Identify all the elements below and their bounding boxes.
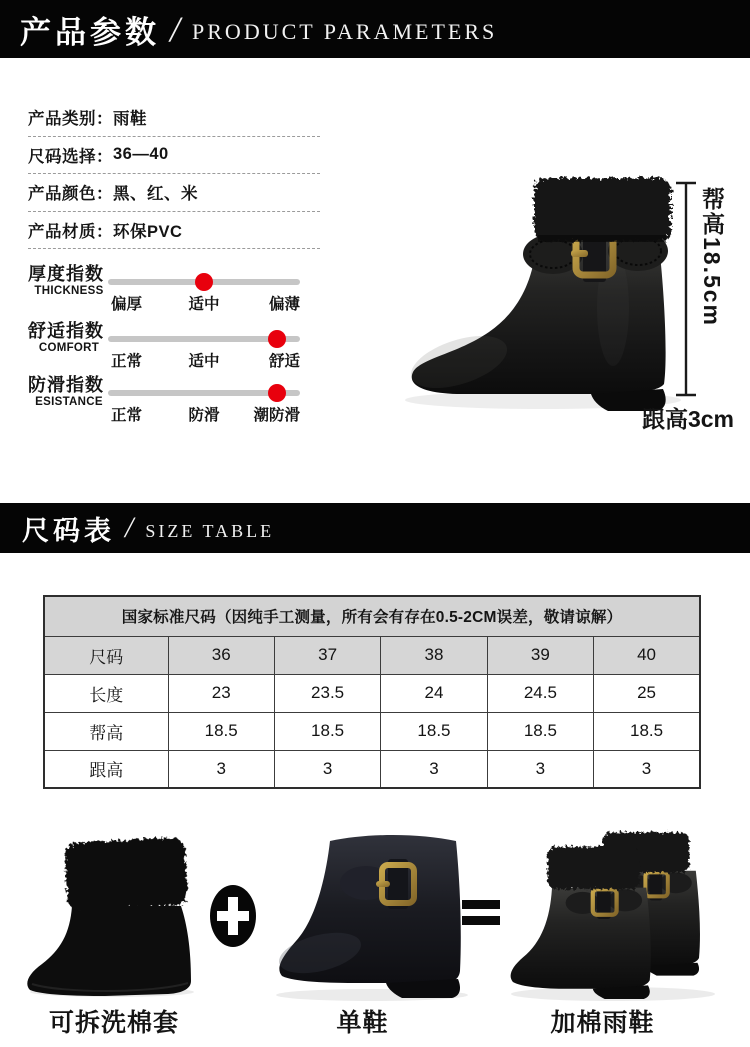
param-label: 产品颜色： <box>28 185 113 204</box>
param-value: 36—40 <box>113 145 169 164</box>
padded-boots-image <box>503 824 717 1002</box>
tick-label: 潮防滑 <box>253 407 300 424</box>
tick-label: 偏厚 <box>111 296 143 313</box>
slider-dot <box>195 273 213 291</box>
cell: 24 <box>381 674 487 712</box>
slash-divider: / <box>170 9 181 49</box>
cell: 18.5 <box>594 712 700 750</box>
slider-dot <box>268 330 286 348</box>
cell: 37 <box>274 636 380 674</box>
index-label: 厚度指数 <box>28 264 104 284</box>
slider-dot <box>268 384 286 402</box>
tick-label: 偏薄 <box>268 296 300 313</box>
single-boot-image <box>268 831 480 1003</box>
param-value: 雨鞋 <box>113 110 147 129</box>
antislip-slider <box>108 375 300 433</box>
index-sublabel: ESISTANCE <box>35 396 103 408</box>
cell: 3 <box>274 750 380 788</box>
section-title-en: PRODUCT PARAMETERS <box>192 19 498 44</box>
cell: 36 <box>168 636 274 674</box>
plus-icon <box>209 884 257 948</box>
size-table <box>43 595 701 789</box>
parameters-list <box>28 99 320 249</box>
cell: 3 <box>381 750 487 788</box>
slider-ticks <box>108 403 300 423</box>
index-label: 舒适指数 <box>28 321 104 341</box>
cell: 3 <box>594 750 700 788</box>
table-title-row <box>44 596 700 636</box>
tick-label: 舒适 <box>268 353 300 370</box>
slash-divider: / <box>125 511 134 544</box>
table-row-length <box>44 674 700 712</box>
liner-image <box>20 836 205 998</box>
tick-label: 正常 <box>111 407 143 424</box>
cell: 3 <box>168 750 274 788</box>
liner-label: 可拆洗棉套 <box>48 1009 179 1037</box>
table-row-size <box>44 636 700 674</box>
param-label: 产品材质： <box>28 222 113 241</box>
param-label: 产品类别： <box>28 110 113 129</box>
param-row-material <box>28 212 320 250</box>
cell: 18.5 <box>381 712 487 750</box>
section-title-zh: 尺码表 <box>22 515 115 546</box>
slider-ticks <box>108 292 300 312</box>
index-label: 防滑指数 <box>28 375 104 395</box>
cell: 38 <box>381 636 487 674</box>
index-sublabel: THICKNESS <box>34 285 104 297</box>
cell: 40 <box>594 636 700 674</box>
padded-boots-label: 加棉雨鞋 <box>550 1009 655 1037</box>
section-title-zh: 产品参数 <box>20 14 160 50</box>
table-title: 国家标准尺码（因纯手工测量，所有会有存在0.5-2CM误差，敬请谅解） <box>44 596 700 636</box>
table-row-shaft-height <box>44 712 700 750</box>
section-title-en: SIZE TABLE <box>145 520 275 541</box>
heel-height-label: 跟高3cm <box>641 406 735 432</box>
slider-ticks <box>108 349 300 369</box>
thickness-slider <box>108 264 300 322</box>
equals-icon <box>462 900 500 926</box>
cell: 24.5 <box>487 674 593 712</box>
index-row-comfort <box>28 321 330 379</box>
index-row-antislip <box>28 375 330 433</box>
cell: 18.5 <box>274 712 380 750</box>
param-row-category <box>28 99 320 137</box>
param-value: 黑、红、米 <box>113 185 198 204</box>
param-row-color <box>28 174 320 212</box>
param-row-size <box>28 137 320 175</box>
row-header: 帮高 <box>44 712 168 750</box>
single-boot-label: 单鞋 <box>336 1009 389 1037</box>
index-sublabel: COMFORT <box>38 342 100 354</box>
tick-label: 防滑 <box>188 407 220 424</box>
cell: 23 <box>168 674 274 712</box>
row-header: 长度 <box>44 674 168 712</box>
cell: 25 <box>594 674 700 712</box>
row-header: 跟高 <box>44 750 168 788</box>
tick-label: 适中 <box>188 296 220 313</box>
section-header-parameters <box>0 0 750 58</box>
row-header: 尺码 <box>44 636 168 674</box>
cell: 18.5 <box>487 712 593 750</box>
tick-label: 正常 <box>111 353 143 370</box>
index-row-thickness <box>28 264 330 322</box>
section-header-size-table <box>0 503 750 553</box>
cell: 18.5 <box>168 712 274 750</box>
cell: 39 <box>487 636 593 674</box>
shaft-height-label: 帮高18.5cm <box>699 187 725 328</box>
tick-label: 适中 <box>188 353 220 370</box>
table-row-heel-height <box>44 750 700 788</box>
param-value: 环保PVC <box>113 222 183 241</box>
cell: 23.5 <box>274 674 380 712</box>
cell: 3 <box>487 750 593 788</box>
param-label: 尺码选择： <box>28 147 113 166</box>
comfort-slider <box>108 321 300 379</box>
